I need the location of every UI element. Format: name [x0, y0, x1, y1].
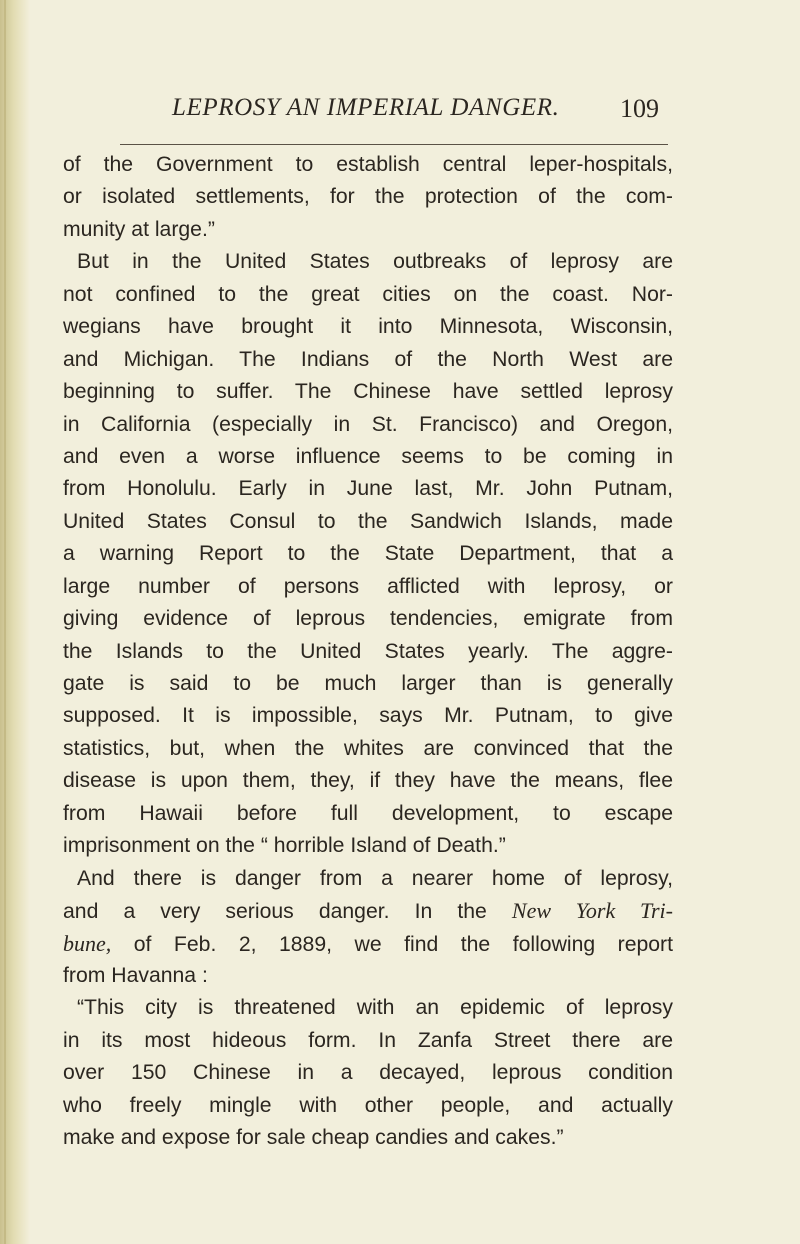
- text-line: disease is upon them, they, if they have the means, flee: [63, 769, 673, 793]
- paragraph-start-line: But in the United States outbreaks of leprosy are: [77, 250, 673, 274]
- text-line: from Honolulu. Early in June last, Mr. John Putnam,: [63, 477, 673, 501]
- text-line: who freely mingle with other people, and actually: [63, 1093, 673, 1117]
- text-line-with-italic: [63, 928, 673, 960]
- paragraph-start-line: And there is danger from a nearer home of leprosy,: [77, 866, 673, 890]
- text-line: large number of persons afflicted with leprosy, or: [63, 574, 673, 598]
- text-line: in California (especially in St. Francisco) and Oregon,: [63, 412, 673, 436]
- text-line: a warning Report to the State Department, that a: [63, 542, 673, 566]
- line-text: of Feb. 2, 1889, we find the following report: [133, 932, 673, 956]
- text-line: imprisonment on the “ horrible Island of Death.”: [63, 834, 506, 858]
- newspaper-title-italic: New York Tri-: [511, 898, 673, 924]
- header-rule: [120, 144, 668, 145]
- body-text: [63, 149, 673, 1155]
- text-line: in its most hideous form. In Zanfa Street there are: [63, 1028, 673, 1052]
- text-line: from Hawaii before full development, to escape: [63, 801, 673, 825]
- running-title: LEPROSY AN IMPERIAL DANGER.: [172, 94, 560, 121]
- page-number: 109: [620, 94, 659, 123]
- text-line: or isolated settlements, for the protection of the com-: [63, 185, 673, 209]
- text-line: supposed. It is impossible, says Mr. Putnam, to give: [63, 704, 673, 728]
- text-line: of the Government to establish central leper-hospitals,: [63, 153, 673, 176]
- text-line: beginning to suffer. The Chinese have settled leprosy: [63, 380, 673, 404]
- book-spine-shadow: [0, 0, 30, 1244]
- text-line: and Michigan. The Indians of the North West are: [63, 347, 673, 371]
- text-line: not confined to the great cities on the coast. Nor-: [63, 282, 673, 306]
- text-line: giving evidence of leprous tendencies, emigrate from: [63, 607, 673, 631]
- text-line: over 150 Chinese in a decayed, leprous condition: [63, 1061, 673, 1085]
- text-line-with-italic: [63, 895, 673, 927]
- text-line: the Islands to the United States yearly. The aggre-: [63, 639, 673, 663]
- text-line: gate is said to be much larger than is generally: [63, 672, 673, 695]
- line-text: and a very serious danger. In the: [63, 900, 487, 924]
- text-line: and even a worse influence seems to be coming in: [63, 444, 673, 468]
- page-header: [120, 94, 740, 134]
- text-line: from Havanna :: [63, 963, 208, 987]
- text-line: statistics, but, when the whites are convinced that the: [63, 736, 673, 760]
- spine-edge-line: [4, 0, 6, 1244]
- text-line: wegians have brought it into Minnesota, Wisconsin,: [63, 315, 673, 339]
- text-line: munity at large.”: [63, 217, 215, 241]
- text-line: make and expose for sale cheap candies and cakes.”: [63, 1126, 564, 1150]
- newspaper-title-italic-cont: bune,: [63, 930, 112, 956]
- text-line: United States Consul to the Sandwich Islands, made: [63, 509, 673, 533]
- quote-start-line: “This city is threatened with an epidemic of leprosy: [77, 996, 673, 1020]
